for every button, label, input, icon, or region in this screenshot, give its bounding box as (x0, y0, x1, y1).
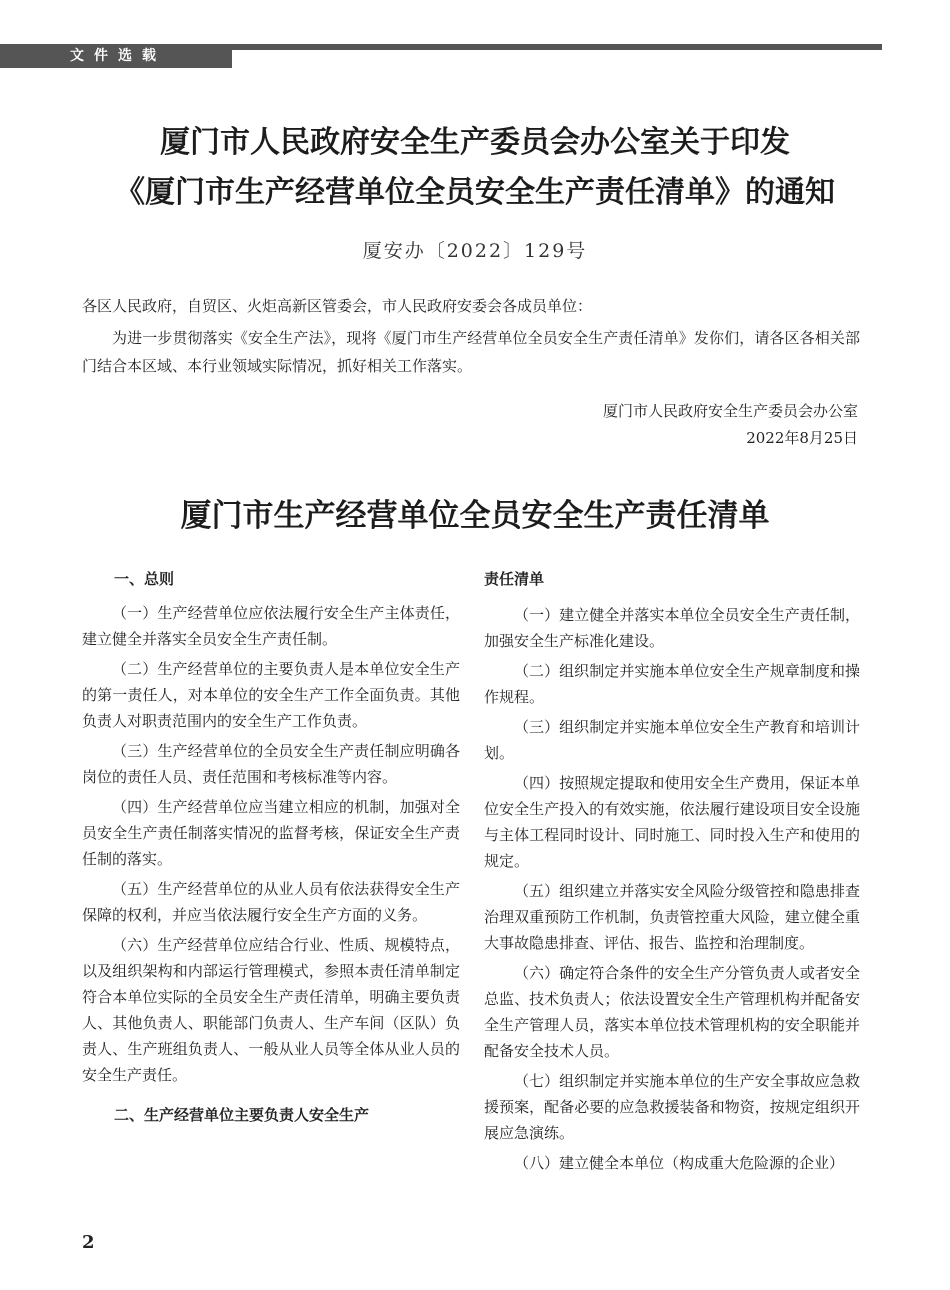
section-heading-continued: 责任清单 (484, 570, 545, 588)
list-item: （三）组织制定并实施本单位安全生产教育和培训计划。 (484, 718, 860, 762)
issue-date: 2022年8月25日 (746, 429, 858, 447)
document-number: 厦安办〔2022〕129号 (362, 240, 588, 262)
section-label: 文件选载 (0, 44, 232, 68)
salutation: 各区人民政府，自贸区、火炬高新区管委会，市人民政府安委会各成员单位： (82, 297, 593, 315)
list-item: （一）生产经营单位应依法履行安全生产主体责任，建立健全并落实全员安全生产责任制。 (82, 604, 460, 648)
notice-title-line1: 厦门市人民政府安全生产委员会办公室关于印发 (160, 125, 790, 160)
list-item: （八）建立健全本单位（构成重大危险源的企业） (514, 1154, 845, 1172)
right-column (484, 566, 860, 1180)
left-column (82, 566, 460, 1136)
list-item: （二）组织制定并实施本单位安全生产规章制度和操作规程。 (484, 662, 860, 706)
list-item: （五）生产经营单位的从业人员有依法获得安全生产保障的权利，并应当依法履行安全生产方面的义务。 (82, 880, 460, 924)
list-item: （四）按照规定提取和使用安全生产费用，保证本单位安全生产投入的有效实施，依法履行建设项目安全设施与主体工程同时设计、同时施工、同时投入生产和使用的规定。 (484, 774, 860, 870)
list-item: （七）组织制定并实施本单位的生产安全事故应急救援预案，配备必要的应急救援装备和物资，按规定组织开展应急演练。 (484, 1072, 860, 1142)
notice-title-line2: 《厦门市生产经营单位全员安全生产责任清单》的通知 (115, 175, 835, 210)
list-item: （六）生产经营单位应结合行业、性质、规模特点，以及组织架构和内部运行管理模式，参照本责任清单制定符合本单位实际的全员安全生产责任清单，明确主要负责人、其他负责人、职能部门负责人、生产车间（区队）负责人、生产班组负责人、一般从业人员等全体从业人员的安全生产责任。 (82, 936, 460, 1084)
signature-block (603, 398, 858, 452)
list-item: （三）生产经营单位的全员安全生产责任制应明确各岗位的责任人员、责任范围和考核标准等内容。 (82, 742, 460, 786)
list-item: （五）组织建立并落实安全风险分级管控和隐患排查治理双重预防工作机制，负责管控重大风险，建立健全重大事故隐患排查、评估、报告、监控和治理制度。 (484, 882, 860, 952)
notice-body: 为进一步贯彻落实《安全生产法》，现将《厦门市生产经营单位全员安全生产责任清单》发你们，请各区各相关部门结合本区域、本行业领域实际情况，抓好相关工作落实。 (82, 329, 860, 375)
section-heading: 二、生产经营单位主要负责人安全生产 (114, 1106, 370, 1124)
list-item: （六）确定符合条件的安全生产分管负责人或者安全总监、技术负责人；依法设置安全生产管理机构并配备安全生产管理人员，落实本单位技术管理机构的安全职能并配备安全技术人员。 (484, 964, 860, 1060)
list-item: （一）建立健全并落实本单位全员安全生产责任制，加强安全生产标准化建设。 (484, 606, 860, 650)
page-number: 2 (82, 1232, 95, 1253)
list-item: （二）生产经营单位的主要负责人是本单位安全生产的第一责任人，对本单位的安全生产工作全面负责。其他负责人对职责范围内的安全生产工作负责。 (82, 660, 460, 730)
list-title: 厦门市生产经营单位全员安全生产责任清单 (180, 498, 770, 534)
notice-title (0, 118, 950, 218)
issuer: 厦门市人民政府安全生产委员会办公室 (602, 402, 858, 420)
section-heading: 一、总则 (114, 570, 175, 588)
list-item: （四）生产经营单位应当建立相应的机制，加强对全员安全生产责任制落实情况的监督考核，保证安全生产责任制的落实。 (82, 798, 460, 868)
